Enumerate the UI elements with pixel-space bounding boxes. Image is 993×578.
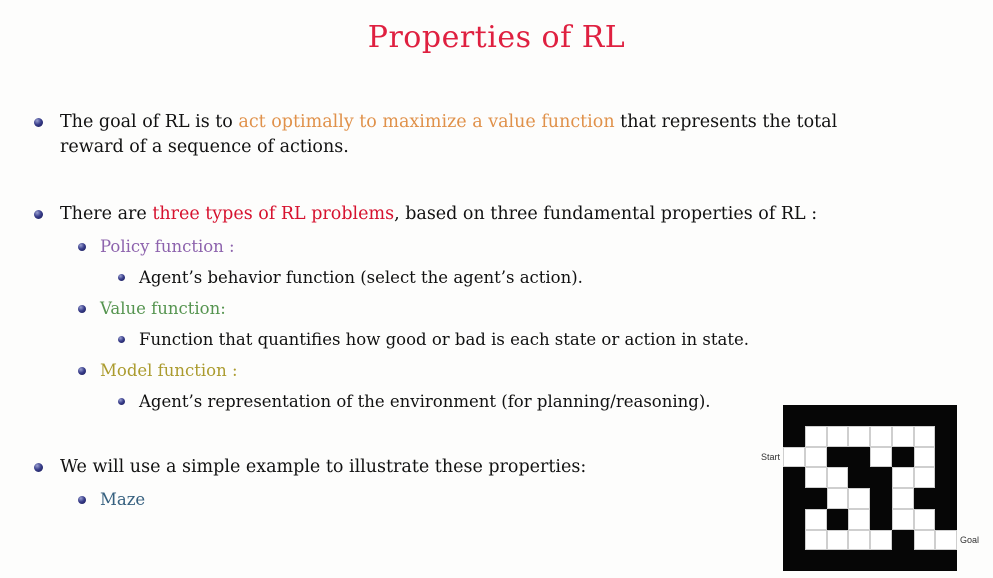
bullet-ball-icon [34,118,43,127]
slide-title: Properties of RL [367,20,626,55]
text-segment: act optimally to maximize a value function [238,112,615,132]
maze-open-cell [805,530,827,551]
bullet-ball-icon [78,305,86,313]
maze-open-cell [805,447,827,468]
maze-open-cell [870,447,892,468]
bullet-item [74,489,875,511]
maze-wall-cell [783,550,805,571]
bullet-ball-icon [118,336,125,343]
bullet-text [100,360,238,382]
maze-wall-cell [914,550,936,571]
maze-wall-cell [870,405,892,426]
maze-wall-cell [783,509,805,530]
bullet-text [100,489,145,511]
bullet-list [30,104,875,511]
text-segment: three types of RL problems [152,204,395,224]
maze-wall-cell [805,488,827,509]
text-segment: The goal of RL is to [60,112,239,132]
text-segment: that represents the total reward of a sequence of actions. [60,112,838,157]
maze-open-cell [892,426,914,447]
maze-wall-cell [892,530,914,551]
bullet-text [100,236,235,258]
maze-wall-cell [892,447,914,468]
bullet-ball-icon [78,496,86,504]
maze-wall-cell [870,467,892,488]
maze-open-cell [870,530,892,551]
maze-open-cell [827,530,849,551]
maze-wall-cell [848,467,870,488]
maze-start-label: Start [760,452,780,462]
maze-wall-cell [827,509,849,530]
bullet-item [114,267,875,289]
maze-wall-cell [892,405,914,426]
maze-wall-cell [805,405,827,426]
bullet-item [74,298,875,320]
maze-open-cell [914,530,936,551]
text-segment: Model function : [100,361,238,380]
text-segment: Agent’s behavior function (select the agent’s action). [139,268,583,287]
maze-wall-cell [935,488,957,509]
maze-open-cell [783,447,805,468]
maze-open-cell [914,467,936,488]
maze-wall-cell [935,509,957,530]
text-segment: Policy function : [100,237,235,256]
maze-wall-cell [783,426,805,447]
text-segment: There are [60,204,153,224]
maze-wall-cell [892,550,914,571]
maze-open-cell [848,530,870,551]
bullet-ball-icon [34,463,43,472]
bullet-ball-icon [118,398,125,405]
bullet-text [60,110,875,160]
maze-figure [760,405,980,571]
bullet-item [30,455,875,480]
text-segment: Agent’s representation of the environment (for planning/reasoning). [139,392,711,411]
maze-open-cell [892,488,914,509]
maze-wall-cell [935,447,957,468]
bullet-text [60,202,817,227]
bullet-ball-icon [78,243,86,251]
maze-open-cell [914,426,936,447]
maze-wall-cell [935,550,957,571]
maze-wall-cell [870,509,892,530]
maze-wall-cell [805,550,827,571]
bullet-text [60,455,586,480]
maze-wall-cell [848,550,870,571]
maze-open-cell [892,467,914,488]
text-segment: Function that quantifies how good or bad is each state or action in state. [139,330,749,349]
bullet-item [30,202,875,227]
maze-open-cell [805,467,827,488]
maze-wall-cell [935,467,957,488]
bullet-item [114,329,875,351]
bullet-ball-icon [78,367,86,375]
maze-open-cell [935,530,957,551]
maze-wall-cell [783,467,805,488]
maze-wall-cell [935,405,957,426]
bullet-ball-icon [118,274,125,281]
text-segment: We will use a simple example to illustrate these properties: [60,457,587,477]
bullet-item [30,110,875,160]
maze-wall-cell [935,426,957,447]
maze-wall-cell [827,405,849,426]
maze-grid [783,405,957,571]
maze-goal-label: Goal [960,535,980,545]
maze-open-cell [848,426,870,447]
text-segment: Value function: [100,299,226,318]
maze-wall-cell [783,530,805,551]
maze-wall-cell [848,447,870,468]
maze-wall-cell [870,488,892,509]
bullet-item [74,236,875,258]
bullet-ball-icon [34,210,43,219]
maze-wall-cell [914,488,936,509]
maze-wall-cell [848,405,870,426]
bullet-text [100,298,226,320]
maze-open-cell [827,488,849,509]
maze-open-cell [805,509,827,530]
maze-open-cell [827,467,849,488]
bullet-text [139,267,583,289]
maze-wall-cell [783,405,805,426]
maze-open-cell [914,509,936,530]
maze-wall-cell [827,447,849,468]
maze-open-cell [805,426,827,447]
bullet-text [139,391,711,413]
bullet-item [74,360,875,382]
maze-open-cell [848,488,870,509]
maze-wall-cell [827,550,849,571]
maze-wall-cell [783,488,805,509]
maze-open-cell [892,509,914,530]
maze-wall-cell [914,405,936,426]
text-segment: Maze [100,490,146,509]
maze-wall-cell [870,550,892,571]
maze-open-cell [914,447,936,468]
bullet-item [114,391,875,413]
maze-open-cell [827,426,849,447]
text-segment: , based on three fundamental properties of RL : [394,204,818,224]
maze-open-cell [870,426,892,447]
bullet-text [139,329,749,351]
maze-open-cell [848,509,870,530]
